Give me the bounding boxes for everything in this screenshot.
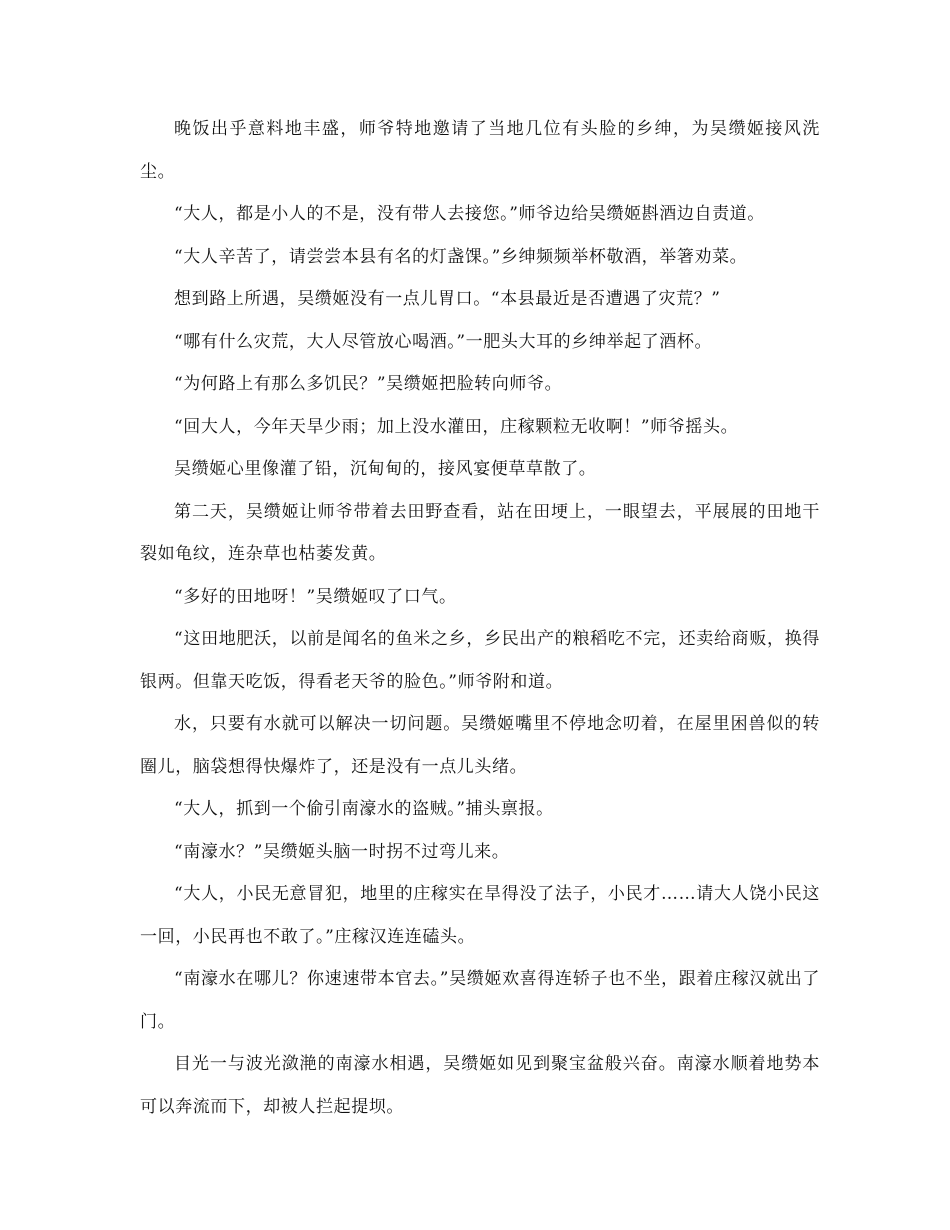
paragraph: 水，只要有水就可以解决一切问题。吴缵姬嘴里不停地念叨着，在屋里困兽似的转圈儿，脑袋想得快爆炸了，还是没有一点儿头绪。 <box>140 714 820 777</box>
paragraph: “大人，抓到一个偷引南濠水的盗贼。”捕头禀报。 <box>174 799 554 819</box>
paragraph: “南濠水在哪儿？你速速带本官去。”吴缵姬欢喜得连轿子也不坐，跟着庄稼汉就出了门。 <box>140 969 820 1032</box>
paragraph: 晚饭出乎意料地丰盛，师爷特地邀请了当地几位有头脸的乡绅，为吴缵姬接风洗尘。 <box>140 119 820 182</box>
paragraph: “回大人，今年天旱少雨；加上没水灌田，庄稼颗粒无收啊！”师爷摇头。 <box>174 416 739 437</box>
paragraph: 想到路上所遇，吴缵姬没有一点儿胃口。“本县最近是否遭遇了灾荒？” <box>174 289 721 309</box>
paragraph: “南濠水？”吴缵姬头脑一时拐不过弯儿来。 <box>174 841 510 862</box>
paragraph: “这田地肥沃，以前是闻名的鱼米之乡，乡民出产的粮稻吃不完，还卖给商贩，换得银两。但靠天吃饭，得看老天爷的脸色。”师爷附和道。 <box>140 629 820 692</box>
paragraph: “大人，都是小人的不是，没有带人去接您。”师爷边给吴缵姬斟酒边自责道。 <box>174 204 765 224</box>
paragraph: “大人，小民无意冒犯，地里的庄稼实在旱得没了法子，小民才……请大人饶小民这一回，小民再也不敢了。”庄稼汉连连磕头。 <box>140 884 820 947</box>
paragraph: 目光一与波光潋滟的南濠水相遇，吴缵姬如见到聚宝盆般兴奋。南濠水顺着地势本可以奔流而下，却被人拦起提坝。 <box>140 1054 820 1117</box>
paragraph: “为何路上有那么多饥民？”吴缵姬把脸转向师爷。 <box>174 374 563 394</box>
paragraph: 第二天，吴缵姬让师爷带着去田野查看，站在田埂上，一眼望去，平展展的田地干裂如龟纹，连杂草也枯萎发黄。 <box>140 501 820 564</box>
paragraph: “大人辛苦了，请尝尝本县有名的灯盏馃。”乡绅频频举杯敬酒，举箸劝菜。 <box>174 246 748 267</box>
paragraph: “哪有什么灾荒，大人尽管放心喝酒。”一肥头大耳的乡绅举起了酒杯。 <box>174 331 713 352</box>
paragraph: 吴缵姬心里像灌了铅，沉甸甸的，接风宴便草草散了。 <box>174 459 597 479</box>
paragraph: “多好的田地呀！”吴缵姬叹了口气。 <box>174 586 457 607</box>
